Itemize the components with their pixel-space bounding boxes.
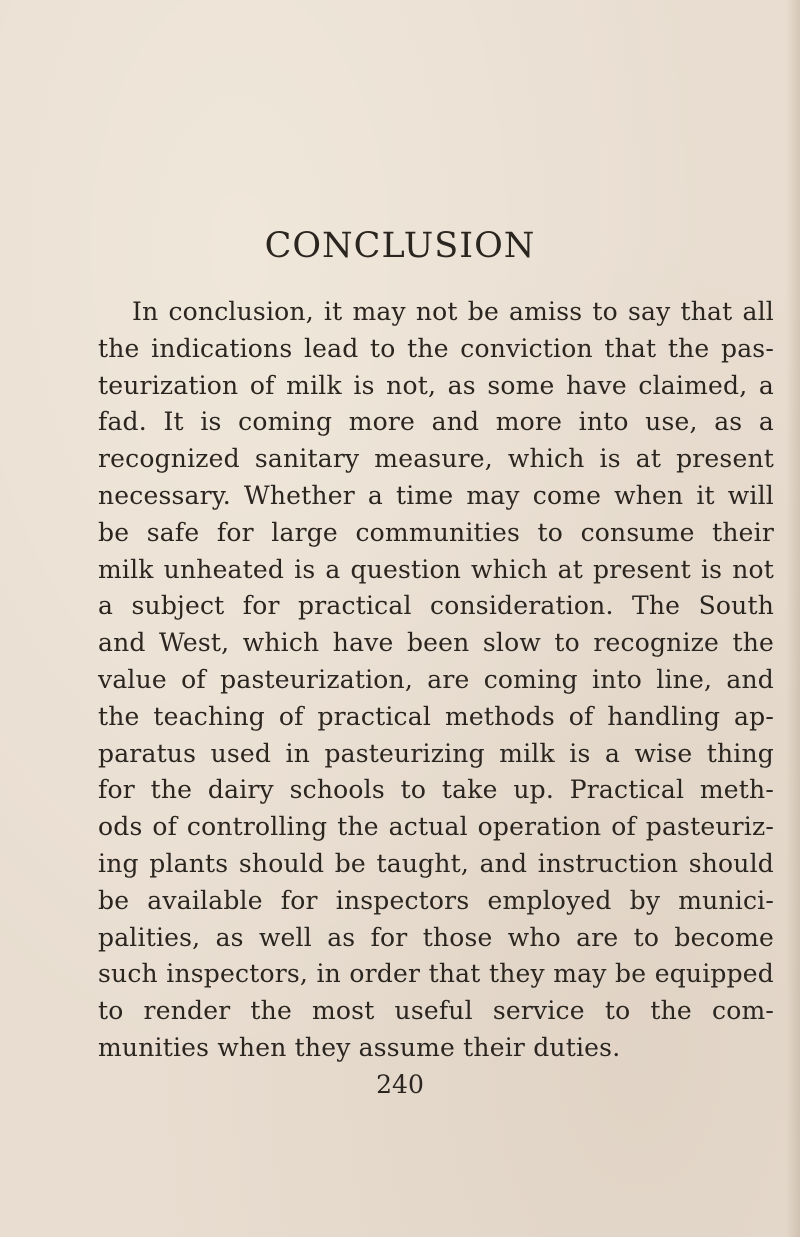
text-line: value of pasteurization, are coming into line, and bbox=[98, 664, 774, 694]
text-line: such inspectors, in order that they may be equipped bbox=[98, 959, 774, 989]
page-number: 240 bbox=[376, 1070, 424, 1099]
text-line: and West, which have been slow to recognize the bbox=[98, 628, 774, 658]
text-line: recognized sanitary measure, which is at present bbox=[98, 444, 774, 474]
text-line: paratus used in pasteurizing milk is a wise thing bbox=[98, 738, 774, 768]
text-line: be safe for large communities to consume their bbox=[98, 517, 774, 547]
text-line: ods of controlling the actual operation of pasteuriz- bbox=[98, 812, 774, 842]
text-line: fad. It is coming more and more into use, as a bbox=[98, 407, 774, 437]
page-edge-shadow bbox=[786, 0, 800, 1237]
text-line: munities when they assume their duties. bbox=[98, 1032, 621, 1062]
text-line: for the dairy schools to take up. Practical meth- bbox=[98, 775, 774, 805]
text-line: the teaching of practical methods of handling ap- bbox=[98, 701, 774, 731]
text-line: In conclusion, it may not be amiss to say that all bbox=[132, 297, 774, 326]
chapter-heading: CONCLUSION bbox=[264, 226, 536, 266]
text-line: to render the most useful service to the com- bbox=[98, 996, 774, 1026]
text-line: a subject for practical consideration. The South bbox=[98, 591, 774, 621]
text-line: palities, as well as for those who are to become bbox=[98, 922, 774, 952]
text-line: ing plants should be taught, and instruction should bbox=[98, 848, 774, 878]
text-line: necessary. Whether a time may come when it will bbox=[98, 480, 774, 510]
text-line: the indications lead to the conviction that the pas- bbox=[98, 333, 774, 363]
text-line: teurization of milk is not, as some have claimed, a bbox=[98, 370, 774, 400]
text-line: milk unheated is a question which at present is not bbox=[98, 554, 774, 584]
text-line: be available for inspectors employed by munici- bbox=[98, 885, 774, 915]
conclusion-paragraph bbox=[98, 294, 774, 1067]
